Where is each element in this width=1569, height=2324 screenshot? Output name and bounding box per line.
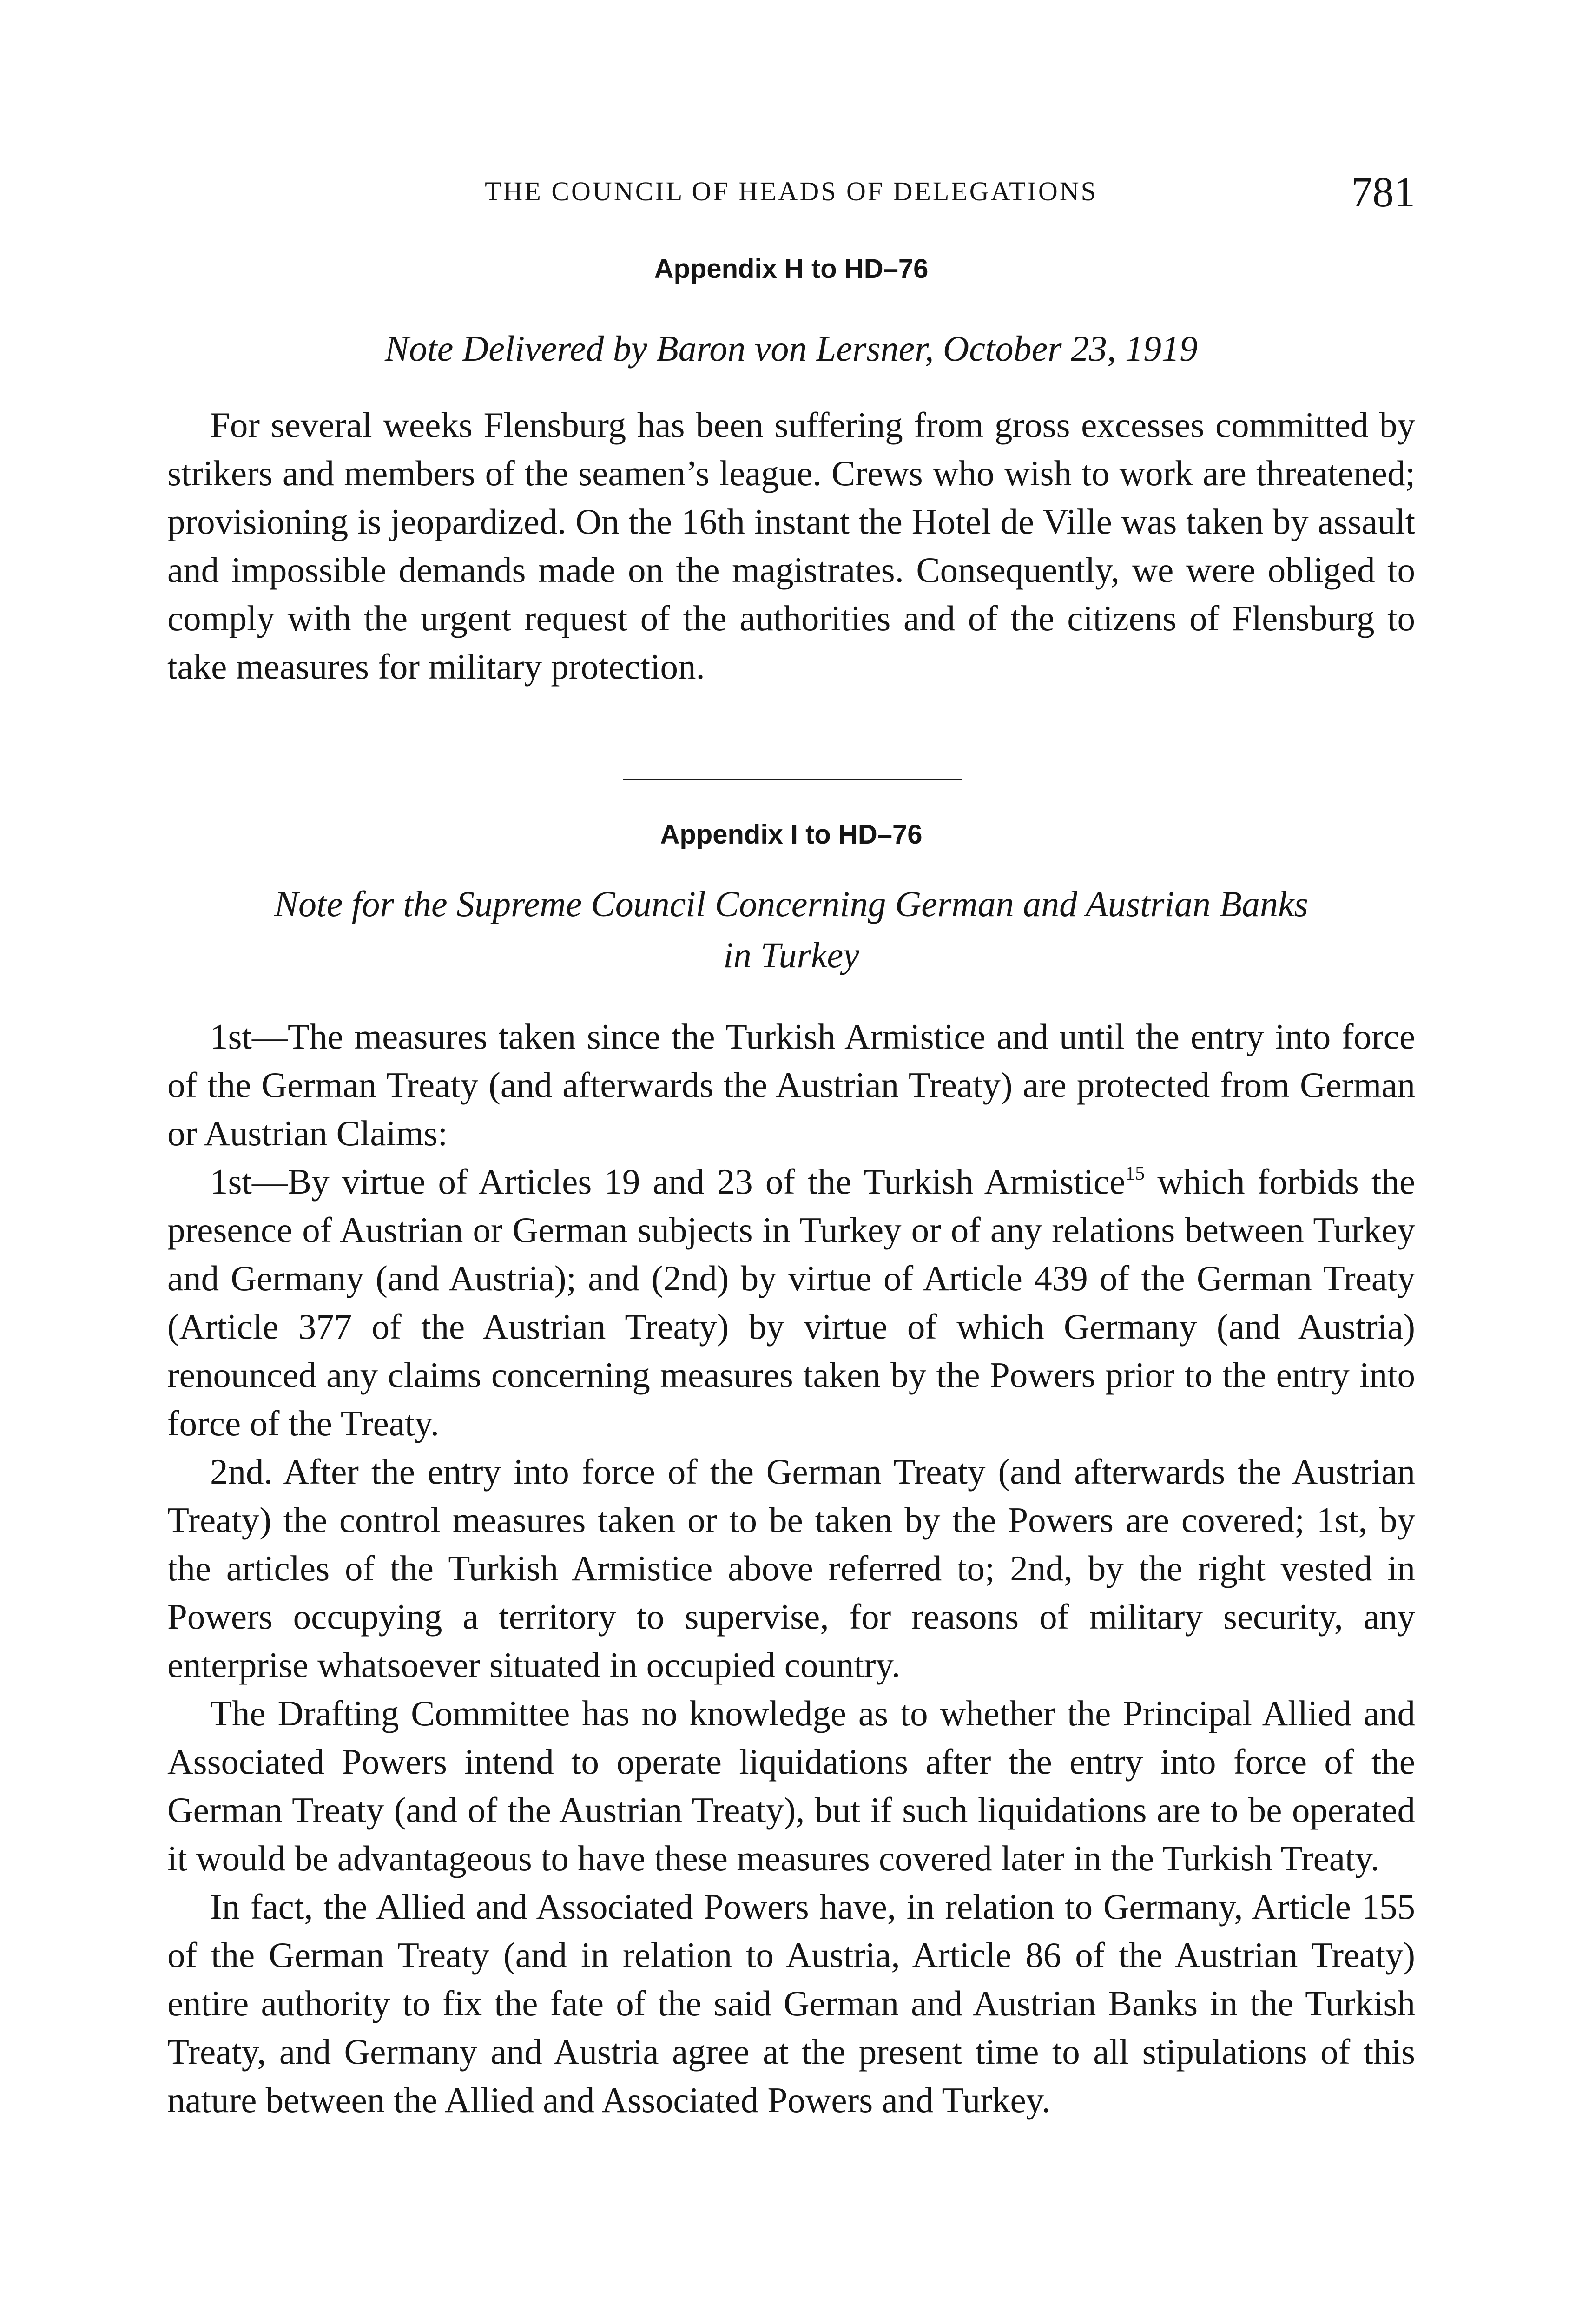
appendix-i-paragraph-1: 1st—The measures taken since the Turkish Armistice and until the entry into force of the German Treaty (and afterwards the Austrian Treaty) are protected from German or Austrian Claims:: [167, 1017, 1415, 1153]
appendix-i-title: [167, 878, 1415, 981]
appendix-h-paragraph: For several weeks Flensburg has been suffering from gross excesses committed by strikers and members of the seamen’s league. Crews who wish to work are threatened; provisioning is jeopardized. On the 16th instant the Hotel de Ville was taken by assault and impossible demands made on the magistrates. Consequently, we were obliged to comply with the urgent request of the authorities and of the citizens of Flensburg to take measures for military protection.: [167, 405, 1415, 687]
appendix-i-paragraph-2: [167, 1157, 1415, 1447]
running-head: [167, 167, 1415, 223]
appendix-i-title-line-2: in Turkey: [723, 935, 859, 975]
appendix-i-paragraph-3: 2nd. After the entry into force of the German Treaty (and afterwards the Austrian Treaty) the control measures taken or to be taken by the Powers are covered; 1st, by the articles of the Turkish Armistice above referred to; 2nd, by the right vested in Powers occupying a territory to supervise, for reasons of military security, any enterprise whatsoever situated in occupied country.: [167, 1452, 1415, 1685]
appendix-h-title: Note Delivered by Baron von Lersner, October 23, 1919: [385, 328, 1198, 369]
page-number: 781: [1351, 168, 1415, 216]
section-divider: [623, 779, 962, 780]
appendix-h-body: [167, 401, 1415, 691]
paragraph-2-text-a: 1st—By virtue of Articles 19 and 23 of the Turkish Armistice: [210, 1162, 1126, 1202]
appendix-i-body: [167, 1012, 1415, 2124]
appendix-i-title-line-1: Note for the Supreme Council Concerning German and Austrian Banks: [274, 884, 1308, 924]
appendix-i-paragraph-4: The Drafting Committee has no knowledge as to whether the Principal Allied and Associated Powers intend to operate liquidations after the entry into force of the German Treaty (and of the Austrian Treaty), but if such liquidations are to be operated it would be advantageous to have these measures covered later in the Turkish Treaty.: [167, 1693, 1415, 1878]
appendix-i-heading: Appendix I to HD–76: [660, 819, 923, 850]
appendix-h-heading: Appendix H to HD–76: [654, 254, 929, 284]
running-title: THE COUNCIL OF HEADS OF DELEGATIONS: [485, 176, 1098, 206]
appendix-i-paragraph-5: In fact, the Allied and Associated Powers have, in relation to Germany, Article 155 of the German Treaty (and in relation to Austria, Article 86 of the Austrian Treaty) entire authority to fix the fate of the said German and Austrian Banks in the Turkish Treaty, and Germany and Austria agree at the present time to all stipulations of this nature between the Allied and Associated Powers and Turkey.: [167, 1887, 1415, 2120]
paragraph-2-text-b: which forbids the presence of Austrian or German subjects in Turkey or of any relations between Turkey and Germany (and Austria); and (2nd) by virtue of Article 439 of the German Treaty (Article 377 of the Austrian Treaty) by virtue of which Germany (and Austria) renounced any claims concerning measures taken by the Powers prior to the entry into force of the Treaty.: [167, 1162, 1415, 1443]
footnote-reference: 15: [1125, 1163, 1145, 1184]
